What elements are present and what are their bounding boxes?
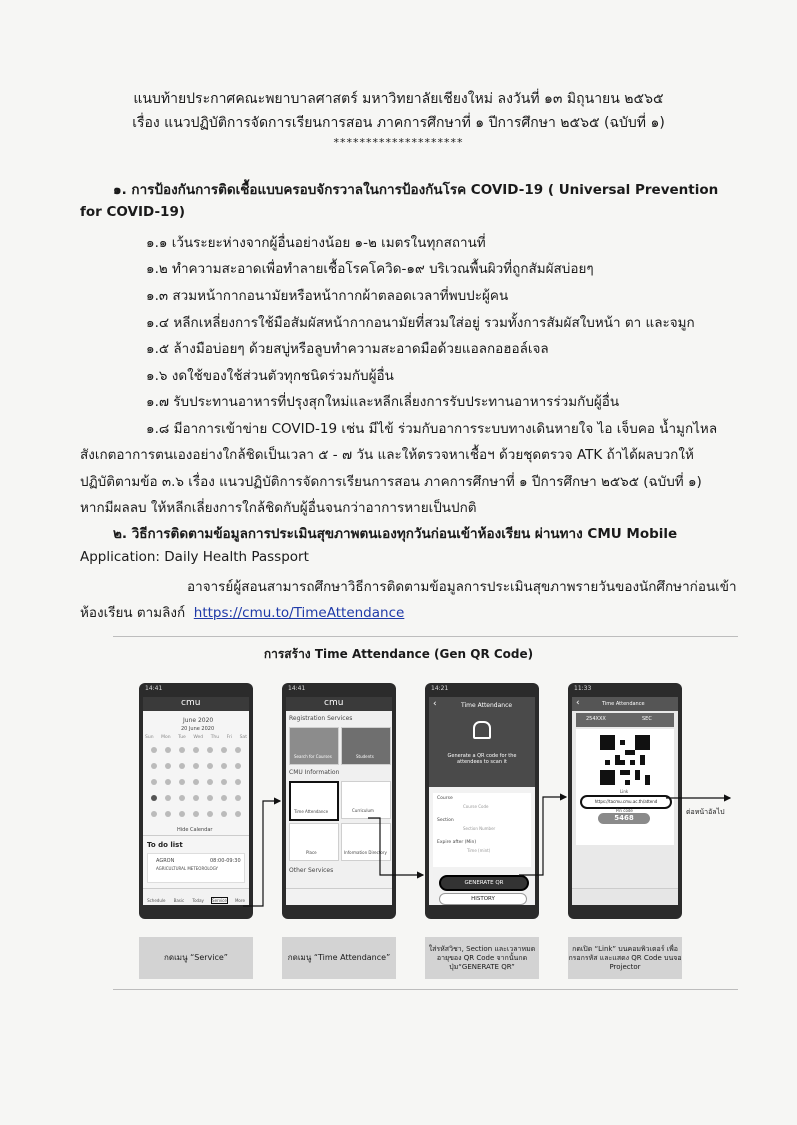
header-stars: ******************** xyxy=(333,136,464,149)
section-number-input[interactable]: Section Number xyxy=(463,826,496,831)
nav-today[interactable]: Today xyxy=(192,898,204,903)
time-attendance-link[interactable]: https://cmu.to/TimeAttendance xyxy=(193,605,405,621)
place-tile[interactable]: Place xyxy=(289,823,339,861)
expire-time-input[interactable]: Time (mint) xyxy=(467,848,491,853)
curriculum-tile[interactable]: Curriculum xyxy=(341,781,391,819)
nav-schedule[interactable]: Schedule xyxy=(147,898,166,903)
list-item-cont: ปฏิบัติตามข้อ ๓.๖ เรื่อง แนวปฏิบัติการจัดการเรียนการสอน ภาคการศึกษาที่ ๑ ปีการศึกษา ๒๕๖๕ (ฉบับที่ ๑) xyxy=(80,474,702,490)
caption-step-3: ใส่รหัสวิชา, Section และเวลาหมดอายุของ QR Code จากนั้นกดปุ่ม“GENERATE QR” xyxy=(425,937,539,979)
list-item: ๑.๔ หลีกเหลี่ยงการใช้มือสัมผัสหน้ากากอนามัยที่สวมใส่อยู่ รวมทั้งการสัมผัสใบหน้า ตา และจมูก xyxy=(146,315,695,331)
hide-calendar[interactable]: Hide Calendar xyxy=(177,827,213,833)
phone-services-screen: 14:41 cmu Registration Services Search for Courses Students CMU Information Time Attendance Curriculum Place Information Directory Other Services xyxy=(282,683,396,919)
pin-code: 5468 xyxy=(598,813,650,824)
list-item: ๑.๑ เว้นระยะห่างจากผู้อื่นอย่างน้อย ๑-๒ เมตรในทุกสถานที่ xyxy=(146,235,486,251)
section2-body: อาจารย์ผู้สอนสามารถศึกษาวิธีการติดตามข้อมูลการประเมินสุขภาพรายวันของนักศึกษาก่อนเข้า xyxy=(187,579,737,595)
todo-heading: To do list xyxy=(147,841,183,849)
list-item-cont: หากมีผลลบ ให้หลีกเลี่ยงการใกล้ชิดกับผู้อื่นจนกว่าอาการหายเป็นปกติ xyxy=(80,500,477,516)
section2-title-cont: Application: Daily Health Passport xyxy=(80,549,309,565)
list-item: ๑.๓ สวมหน้ากากอนามัยหรือหน้ากากผ้าตลอดเวลาที่พบปะผู้คน xyxy=(146,288,509,304)
header-line-1: แนบท้ายประกาศคณะพยาบาลศาสตร์ มหาวิทยาลัยเชียงใหม่ ลงวันที่ ๑๓ มิถุนายน ๒๕๖๕ xyxy=(133,91,664,107)
header-line-2: เรื่อง แนวปฏิบัติการจัดการเรียนการสอน ภาคการศึกษาที่ ๑ ปีการศึกษา ๒๕๖๕ (ฉบับที่ ๑) xyxy=(132,115,665,131)
students-tile[interactable]: Students xyxy=(341,727,391,765)
nav-more[interactable]: More xyxy=(234,898,245,903)
phone-generate-qr-screen: 14:21 ‹ Time Attendance Generate a QR code for the attendees to scan it Course Course Code Section Section Number Expire after (Min) Time (mint) GENERATE QR HISTORY xyxy=(425,683,539,919)
phone-calendar-screen: 14:41 cmu June 2020 20 June 2020 Sun Mon Tue Wed Thu Fri Sat Hide Calendar To do list AGRON 08:00-09:30 AGRICULTURAL METEOROLOGY Schedule Basic Today Service More xyxy=(139,683,253,919)
history-button[interactable]: HISTORY xyxy=(439,893,527,905)
nav-service[interactable]: Service xyxy=(212,898,227,903)
time-attendance-tile[interactable]: Time Attendance xyxy=(289,781,339,821)
list-item: ๑.๒ ทำความสะอาดเพื่อทำลายเชื้อโรคโควิด-๑๙ บริเวณพื้นผิวที่ถูกสัมผัสบ่อยๆ xyxy=(146,261,594,277)
arrow-label: ต่อหน้าอัลไป xyxy=(686,808,725,816)
section1-title: ๑. การป้องกันการติดเชื้อแบบครอบจักรวาลในการป้องกันโรค COVID-19 ( Universal Prevention xyxy=(113,182,719,198)
cmu-logo: cmu xyxy=(181,698,201,708)
list-item: ๑.๖ งดใช้ของใช้ส่วนตัวทุกชนิดร่วมกับผู้อื่น xyxy=(146,368,394,384)
todo-item[interactable]: AGRON 08:00-09:30 AGRICULTURAL METEOROLOGY xyxy=(147,853,245,883)
phone-qr-code-screen: 11:33 ‹ Time Attendance 254XXX SEC Link https://tacmu.cmu.ac.th/attend Pin code 5468 xyxy=(568,683,682,919)
caption-step-1: กดเมนู “Service” xyxy=(139,937,253,979)
generate-qr-button[interactable]: GENERATE QR xyxy=(439,875,529,891)
nav-basic[interactable]: Basic xyxy=(173,898,185,903)
search-courses-tile[interactable]: Search for Courses xyxy=(289,727,339,765)
course-code-input[interactable]: Course Code xyxy=(463,804,489,809)
list-item: ๑.๗ รับประทานอาหารที่ปรุงสุกใหม่และหลีกเลี่ยงการรับประทานอาหารร่วมกับผู้อื่น xyxy=(146,394,620,410)
caption-step-4: กดเปิด “Link” บนคอมพิวเตอร์ เพื่อกรอกรหัส และแสดง QR Code บนจอ Projector xyxy=(568,937,682,979)
list-item: ๑.๕ ล้างมือบ่อยๆ ด้วยสบู่หรือลูบทำความสะอาดมือด้วยแอลกอฮอล์เจล xyxy=(146,341,549,357)
section2-body-cont: ห้องเรียน ตามลิงก์ https://cmu.to/TimeAttendance xyxy=(80,605,405,621)
back-icon[interactable]: ‹ xyxy=(576,698,580,708)
attend-link[interactable]: https://tacmu.cmu.ac.th/attend xyxy=(580,795,672,809)
section2-title: ๒. วิธีการติดตามข้อมูลการประเมินสุขภาพตนเองทุกวันก่อนเข้าห้องเรียน ผ่านทาง CMU Mobile xyxy=(113,526,678,542)
cmu-logo: cmu xyxy=(324,698,344,708)
list-item-cont: สังเกตอาการตนเองอย่างใกล้ชิดเป็นเวลา ๕ - ๗ วัน และให้ตรวจหาเชื้อฯ ด้วยชุดตรวจ ATK ถ้าได้ผลบวกให้ xyxy=(80,447,694,463)
section1-title-cont: for COVID-19) xyxy=(80,204,186,220)
figure-title: การสร้าง Time Attendance (Gen QR Code) xyxy=(263,647,534,661)
information-directory-tile[interactable]: Information Directory xyxy=(341,823,391,861)
list-item: ๑.๘ มีอาการเข้าข่าย COVID-19 เช่น มีไข้ ร่วมกับอาการระบบทางเดินหายใจ ไอ เจ็บคอ น้ำมูกไหล xyxy=(146,421,718,437)
caption-step-2: กดเมนู “Time Attendance” xyxy=(282,937,396,979)
back-icon[interactable]: ‹ xyxy=(433,699,437,709)
